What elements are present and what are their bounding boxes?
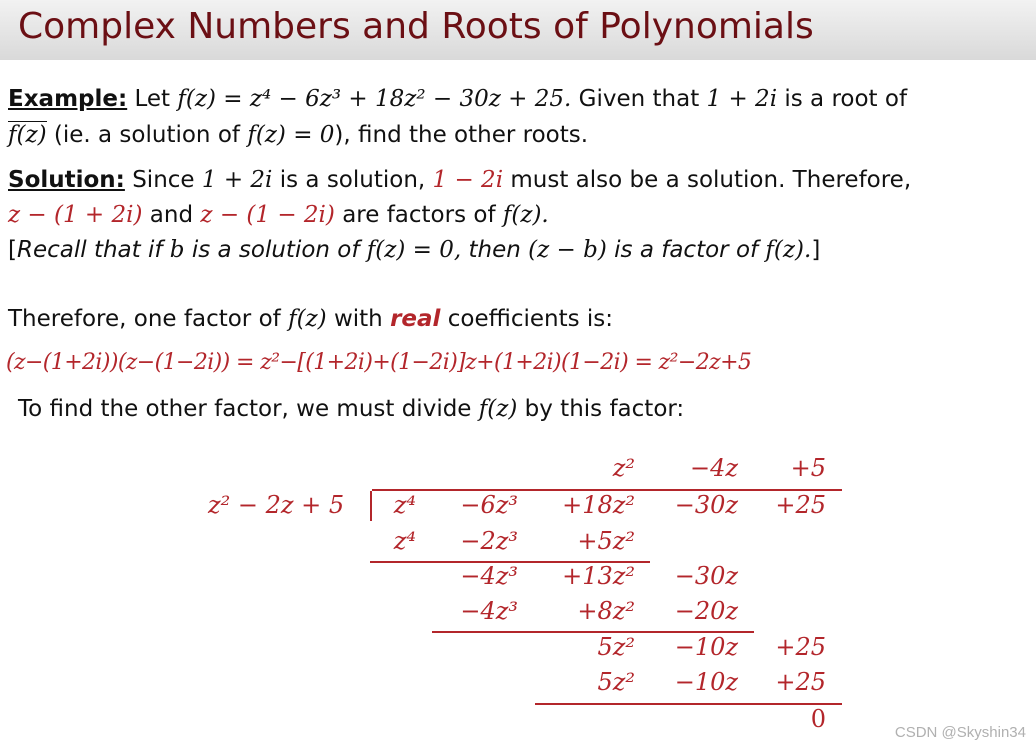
recall-close-bracket: ]: [811, 237, 821, 263]
factor-1: z − (1 + 2i): [8, 202, 143, 228]
step3-term-3: −20z: [674, 597, 738, 625]
recall-text-3: then: [468, 237, 521, 263]
step1-term-2: −2z³: [460, 527, 518, 555]
step1-term-1: z⁴: [393, 527, 416, 555]
step2-term-3: −30z: [674, 562, 738, 590]
divide-text-1: To find the other factor, we must divide: [18, 396, 472, 422]
example-text-5: ), find the other roots.: [334, 122, 589, 148]
solution-text-4: are factors of: [342, 202, 496, 228]
step3-term-2: +8z²: [577, 597, 635, 625]
solution-root-2: 1 − 2i: [432, 167, 504, 193]
recall-b: b: [169, 237, 185, 263]
solution-label: Solution:: [8, 167, 125, 193]
example-text-2: Given that: [578, 86, 700, 112]
example-text-4: (ie. a solution of: [53, 122, 240, 148]
dividend-term-3: +18z²: [562, 491, 635, 519]
example-text-1: Let: [134, 86, 171, 112]
dividend-term-2: −6z³: [460, 491, 518, 519]
solution-line-1: [8, 167, 911, 193]
step2-term-2: +13z²: [562, 562, 635, 590]
therefore-fz: f(z): [288, 306, 327, 332]
divide-line: [18, 396, 684, 422]
example-line-2: [8, 122, 588, 148]
dividend-term-5: +25: [775, 491, 826, 519]
example-text-3: is a root of: [784, 86, 908, 112]
recall-zb: (z − b): [528, 237, 607, 263]
real-emphasis: real: [390, 306, 441, 332]
title-bar: [0, 0, 1036, 60]
step5-term-1: 5z²: [597, 668, 635, 696]
solution-fz: f(z).: [502, 202, 549, 228]
example-root: 1 + 2i: [706, 86, 778, 112]
dividend-term-4: −30z: [674, 491, 738, 519]
watermark: CSDN @Skyshin34: [894, 724, 1026, 741]
step4-term-2: −10z: [674, 633, 738, 661]
solution-root-1: 1 + 2i: [201, 167, 273, 193]
step5-term-2: −10z: [674, 668, 738, 696]
recall-equation: f(z) = 0,: [366, 237, 462, 263]
example-equation: f(z) = 0: [247, 122, 335, 148]
step4-term-1: 5z²: [597, 633, 635, 661]
solution-text-2: is a solution,: [279, 167, 426, 193]
quotient-term-3: +5: [790, 454, 826, 482]
example-fz-2: f(z): [8, 122, 47, 148]
product-expansion: (z−(1+2i))(z−(1−2i)) = z²−[(1+2i)+(1−2i)]z+(1+2i)(1−2i) = z²−2z+5: [6, 350, 752, 375]
therefore-text-3: coefficients is:: [447, 306, 614, 332]
solution-and: and: [149, 202, 194, 228]
step1-term-3: +5z²: [577, 527, 635, 555]
factor-2: z − (1 − 2i): [200, 202, 335, 228]
remainder: 0: [810, 705, 826, 733]
recall-line: [8, 237, 820, 263]
recall-text-1: Recall that if: [16, 237, 163, 263]
recall-text-4: is a factor of: [614, 237, 759, 263]
recall-fz: f(z).: [765, 237, 812, 263]
slide-title: Complex Numbers and Roots of Polynomials: [18, 6, 814, 47]
quotient-term-1: z²: [612, 454, 635, 482]
divide-text-2: by this factor:: [524, 396, 685, 422]
therefore-text-2: with: [333, 306, 383, 332]
example-fz: f(z): [177, 86, 216, 112]
step4-term-3: +25: [775, 633, 826, 661]
therefore-text-1: Therefore, one factor of: [8, 306, 281, 332]
step5-term-3: +25: [775, 668, 826, 696]
divide-fz: f(z): [478, 396, 518, 422]
step2-term-1: −4z³: [460, 562, 518, 590]
dividend-term-1: z⁴: [393, 491, 416, 519]
solution-line-2: [8, 202, 549, 228]
step3-term-1: −4z³: [460, 597, 518, 625]
quotient-term-2: −4z: [689, 454, 738, 482]
example-label: Example:: [8, 86, 128, 112]
solution-text-3: must also be a solution. Therefore,: [510, 167, 912, 193]
recall-text-2: is a solution of: [191, 237, 360, 263]
therefore-line: [8, 306, 613, 332]
divisor: z² − 2z + 5: [208, 491, 345, 519]
example-polynomial: = z⁴ − 6z³ + 18z² − 30z + 25.: [223, 86, 572, 112]
solution-text-1: Since: [132, 167, 195, 193]
example-line-1: [8, 86, 907, 112]
recall-open-bracket: [: [8, 237, 17, 263]
